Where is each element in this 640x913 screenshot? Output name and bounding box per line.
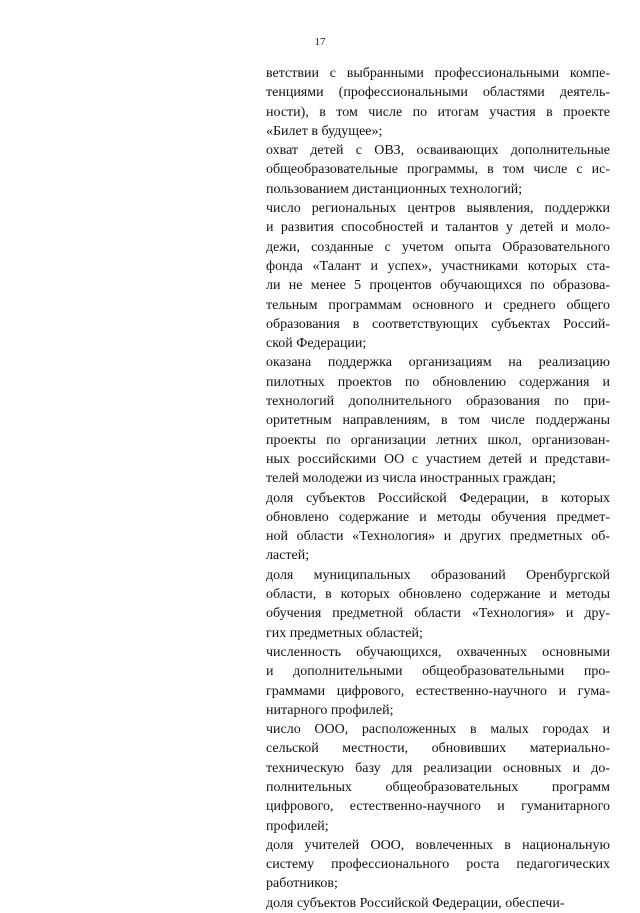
text-line: тенциями (профессиональными областями деятель- xyxy=(266,85,610,101)
text-line: полнительных общеобразовательных программ xyxy=(266,779,610,795)
text-line: доля муниципальных образований Оренбургской xyxy=(266,567,610,583)
paragraph xyxy=(266,64,610,141)
text-line: граммами цифрового, естественно-научного и гума- xyxy=(266,683,610,699)
paragraph xyxy=(266,353,610,488)
text-line: сельской местности, обновивших материально- xyxy=(266,741,610,757)
paragraph xyxy=(266,141,610,199)
paragraph xyxy=(266,199,610,353)
text-line: оказана поддержка организациям на реализацию xyxy=(266,355,610,371)
paragraph xyxy=(266,489,610,566)
text-line: число ООО, расположенных в малых городах и xyxy=(266,722,610,738)
paragraph xyxy=(266,643,610,720)
text-line: фонда «Талант и успех», участниками которых ста- xyxy=(266,258,610,274)
paragraph xyxy=(266,566,610,643)
text-line: обновлено содержание и методы обучения предмет- xyxy=(266,509,610,525)
text-line: ных российскими ОО с участием детей и представи- xyxy=(266,451,610,467)
text-line: ности), в том числе по итогам участия в проекте xyxy=(266,104,610,120)
text-line: цифрового, естественно-научного и гуманитарного xyxy=(266,799,610,815)
text-line: доля учителей ООО, вовлеченных в национальную xyxy=(266,837,610,853)
text-line: нитарного профилей; xyxy=(266,702,394,718)
text-line: профилей; xyxy=(266,818,329,834)
text-line: систему профессионального роста педагогических xyxy=(266,857,610,873)
text-line: и развития способностей и талантов у детей и моло- xyxy=(266,220,610,236)
text-line: телей молодежи из числа иностранных граждан; xyxy=(266,471,557,487)
text-line: число региональных центров выявления, поддержки xyxy=(266,201,610,217)
text-line: доля субъектов Российской Федерации, в которых xyxy=(266,490,610,506)
text-line: ластей; xyxy=(266,548,310,564)
text-line: ветствии с выбранными профессиональными компе- xyxy=(266,66,610,81)
text-line: пилотных проектов по обновлению содержания и xyxy=(266,374,610,390)
text-line: обучения предметной области «Технология» и дру- xyxy=(266,606,610,622)
text-line: пользованием дистанционных технологий; xyxy=(266,181,523,197)
text-line: доля субъектов Российской Федерации, обеспечи- xyxy=(266,895,565,911)
paragraph xyxy=(266,720,610,836)
paragraph xyxy=(266,836,610,894)
text-line: дежи, созданные с учетом опыта Образовательного xyxy=(266,239,610,255)
text-line: охват детей с ОВЗ, осваивающих дополнительные xyxy=(266,143,610,159)
body-text xyxy=(266,64,610,913)
page-number: 17 xyxy=(314,36,326,48)
text-line: области, в которых обновлено содержание и методы xyxy=(266,587,610,603)
text-line: технологий дополнительного образования по при- xyxy=(266,394,610,410)
text-line: ли не менее 5 процентов обучающихся по образова- xyxy=(266,278,610,294)
text-line: техническую базу для реализации основных и до- xyxy=(266,760,610,776)
paragraph xyxy=(266,894,610,913)
text-line: проекты по организации летних школ, организован- xyxy=(266,432,610,448)
text-line: и дополнительными общеобразовательными про- xyxy=(266,664,610,680)
text-line: «Билет в будущее»; xyxy=(266,123,383,139)
text-line: гих предметных областей; xyxy=(266,625,423,641)
text-line: численность обучающихся, охваченных основными xyxy=(266,644,610,660)
text-line: образования в соответствующих субъектах Россий- xyxy=(266,316,610,332)
text-line: работников; xyxy=(266,876,338,892)
text-line: ной области «Технология» и других предметных об- xyxy=(266,529,610,545)
text-line: оритетным направлениям, в том числе поддержаны xyxy=(266,413,610,429)
text-line: тельным программам основного и среднего общего xyxy=(266,297,610,313)
text-line: общеобразовательные программы, в том числе с ис- xyxy=(266,162,610,178)
text-line: ской Федерации; xyxy=(266,336,367,352)
